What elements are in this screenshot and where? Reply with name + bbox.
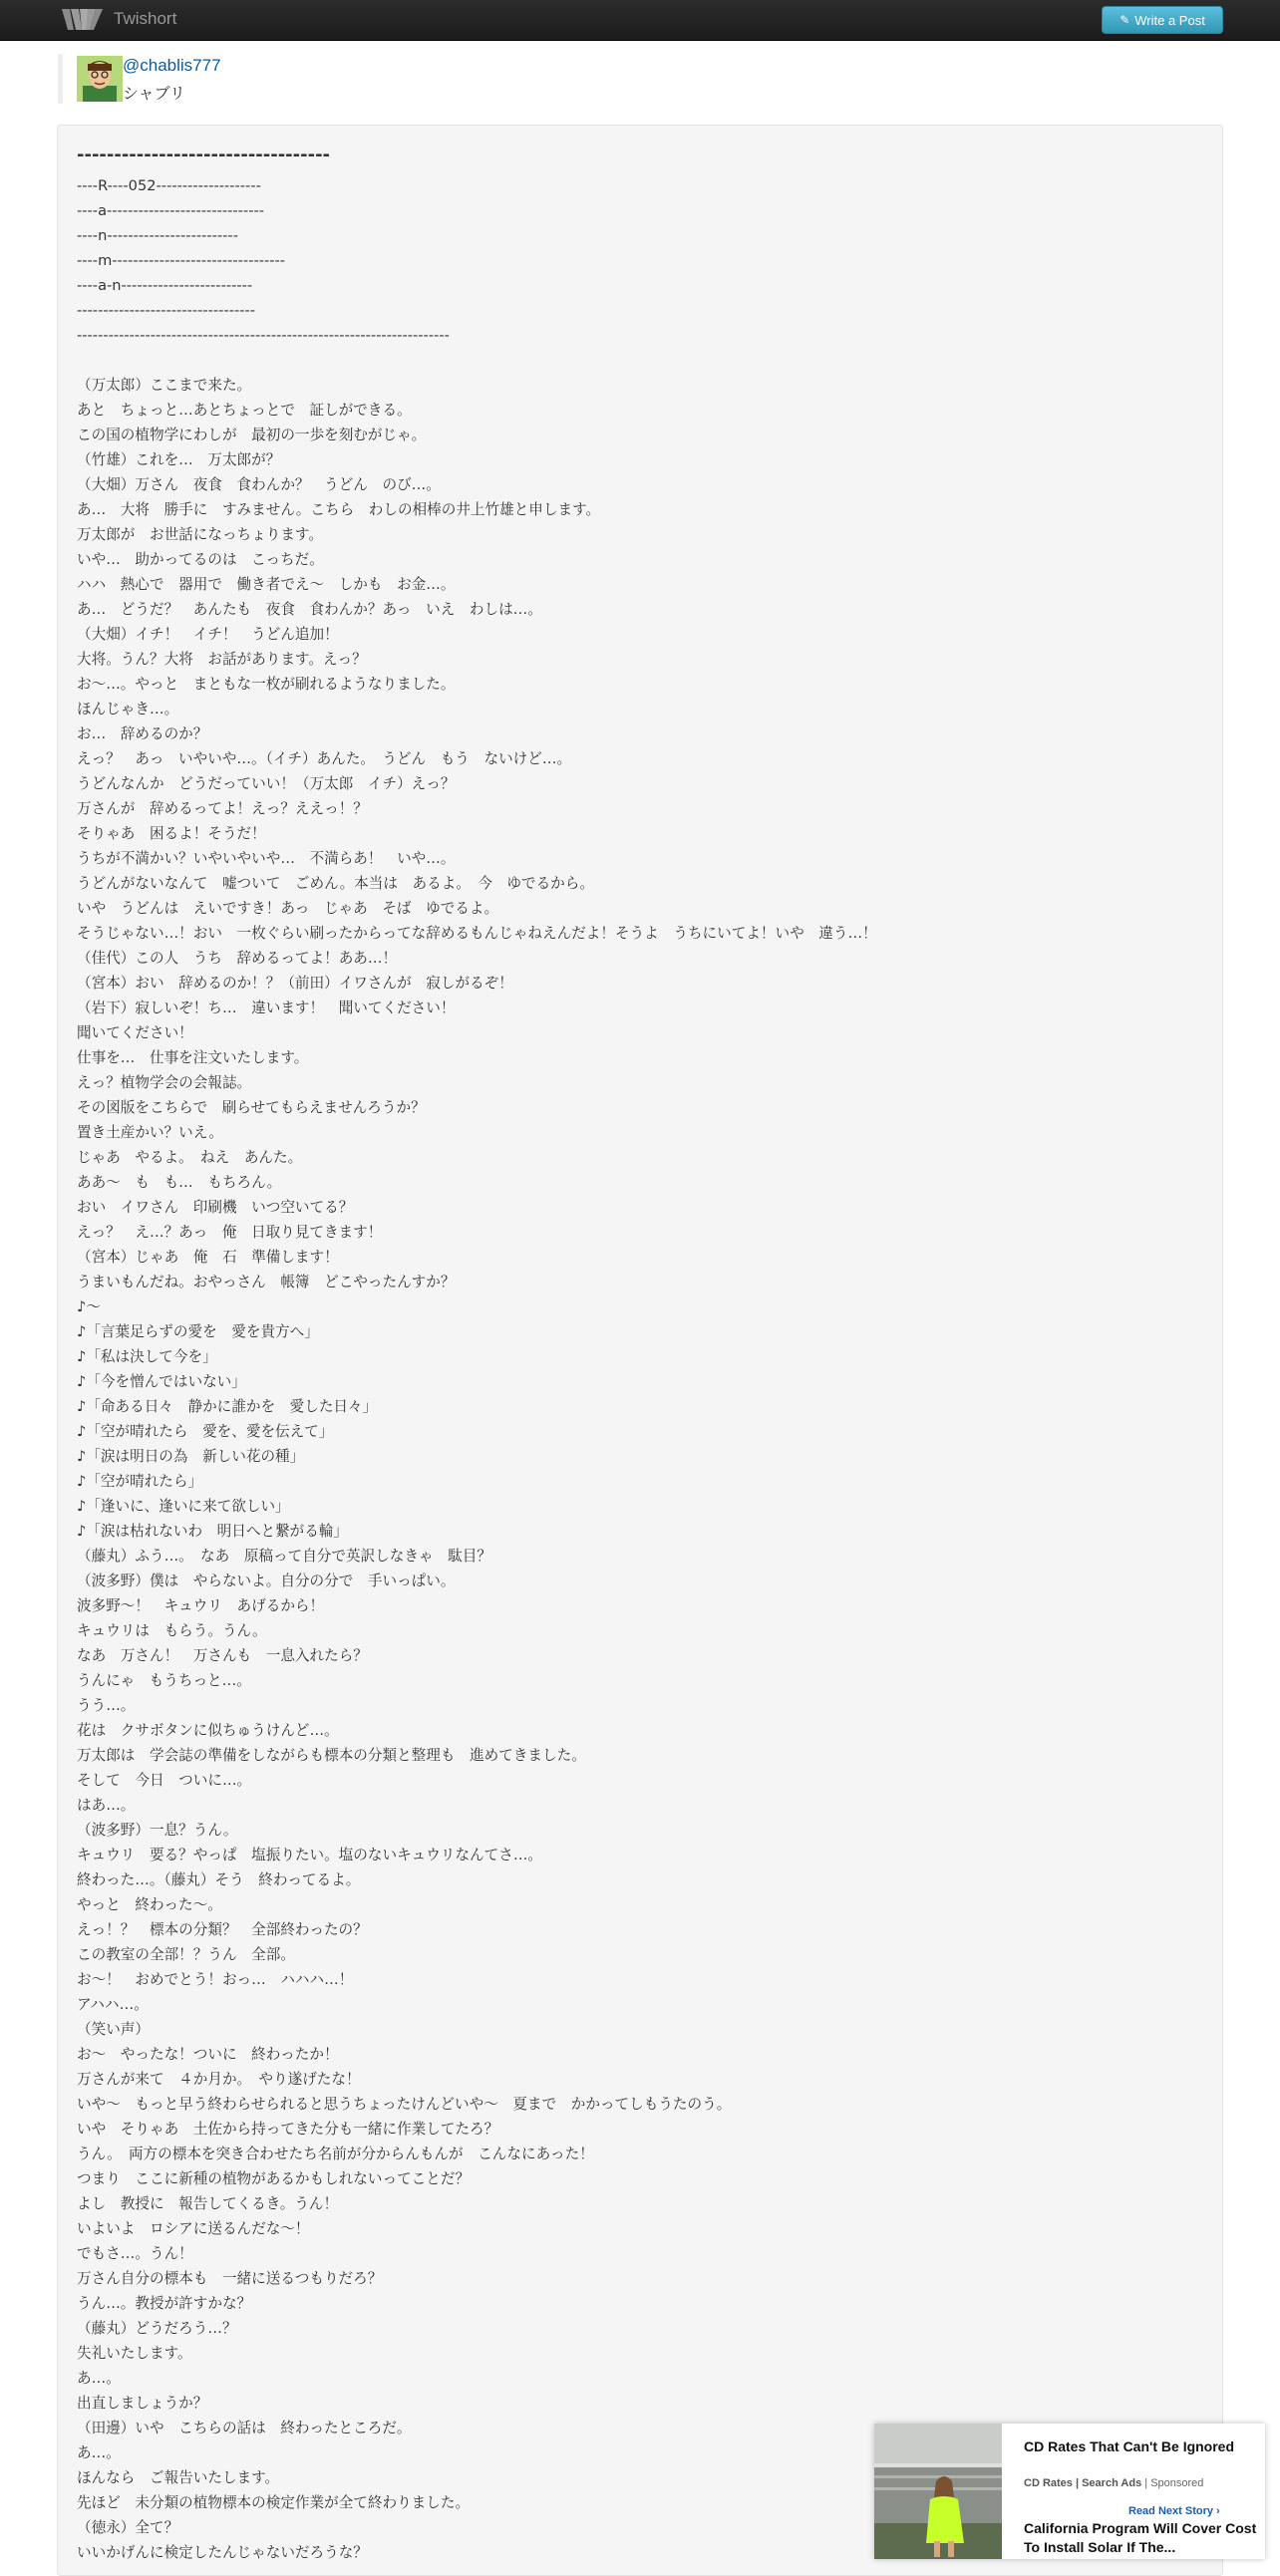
post-line: いや そりゃあ 土佐から持ってきた分も一緒に作業してたろ？ [77,2121,499,2138]
post-line: なあ 万さん！ 万さんも 一息入れたら？ [77,1647,368,1664]
ad-title[interactable]: CD Rates That Can't Be Ignored [1024,2438,1235,2454]
avatar[interactable] [77,56,123,102]
post-line: （笑い声） [77,2021,150,2038]
post-line: そりゃあ 困るよ！そうだ！ [77,825,266,842]
post-line: 万さんが 辞めるってよ！えっ？ええっ！？ [77,800,368,817]
post-line: えっ！？ 標本の分類？ 全部終わったの？ [77,1921,368,1938]
post-line: ♪～ [77,1298,101,1315]
post-line: よし 教授に 報告してくるき。うん！ [77,2195,339,2212]
post-line: はあ…。 [77,1797,136,1814]
post-line: ♪「空が晴れたら」 [77,1473,203,1490]
chevron-right-icon: › [1216,2505,1220,2517]
post-line: ♪「今を憎んではいない」 [77,1373,246,1390]
post-line: 先ほど 未分類の植物標本の検定作業が全て終わりました。 [77,2494,471,2511]
post-line: （大畑）イチ！ イチ！ うどん追加！ [77,626,339,643]
ad-image[interactable] [874,2424,1002,2559]
post-line: （藤丸）ふう…。 なあ 原稿って自分で英訳しなきゃ 駄目？ [77,1548,491,1565]
post-line: ----------------------------------------------------------------------- [77,327,450,344]
post-line: つまり ここに新種の植物があるかもしれないってことだ？ [77,2170,471,2187]
post-line: ♪「空が晴れたら 愛を、愛を伝えて」 [77,1423,334,1440]
author-username-link[interactable]: @chablis777 [123,56,221,75]
post-line: （田邊）いや こちらの話は 終わったところだ。 [77,2420,412,2436]
post-line: えっ？ え…？あっ 俺 日取り見てきます！ [77,1224,383,1241]
post-line: ほんなら ご報告いたします。 [77,2469,280,2486]
post-line: 置き土産かい？いえ。 [77,1124,223,1141]
post-line: アハハ…。 [77,1996,149,2013]
post-line: （佳代）この人 うち 辞めるってよ！ああ…！ [77,950,398,967]
post-line: 万太郎が お世話になっちょります。 [77,526,323,543]
post-line: うちが不満かい？いやいやいや… 不満らあ！ いや…。 [77,850,456,867]
post-line: 聞いてください！ [77,1024,193,1041]
post-line: あ… 大将 勝手に すみません。こちら わしの相棒の井上竹雄と申します。 [77,501,601,518]
post-line: 出直しましょうか？ [77,2395,208,2412]
post-line [77,348,1203,373]
post-line: その図版をこちらで 刷らせてもらえませんろうか？ [77,1099,426,1116]
post-line: お～ やったな！ついに 終わったか！ [77,2046,339,2063]
post-body [57,125,1223,2576]
post-line: うん。 両方の標本を突き合わせたち名前が分からんもんが こんなにあった！ [77,2146,594,2162]
post-line: ♪「涙は枯れないわ 明日へと繋がる輪」 [77,1523,349,1540]
post-line: （藤丸）どうだろう…？ [77,2320,237,2337]
post-line: えっ？植物学会の会報誌。 [77,1074,252,1091]
post-line: ♪「言葉足らずの愛を 愛を貴方へ」 [77,1323,319,1340]
post-line: ♪「逢いに、逢いに来て欲しい」 [77,1498,290,1515]
post-line: 万さん自分の標本も 一緒に送るつもりだろ？ [77,2270,383,2287]
post-line: あ…。 [77,2444,121,2461]
post-line: 仕事を… 仕事を注文いたします。 [77,1049,309,1066]
post-line: この教室の全部！？うん 全部。 [77,1946,295,1963]
post-line: いいかげんに検定したんじゃないだろうな？ [77,2544,368,2561]
post-line: お～…。やっと まともな一枚が刷れるようなりました。 [77,676,456,693]
post-line: 失礼いたします。 [77,2345,192,2362]
post-line: 終わった…。（藤丸）そう 終わってるよ。 [77,1871,361,1888]
ad-source: CD Rates | Search Ads | Sponsored [1024,2477,1204,2489]
post-line: ----R----052-------------------- [77,177,261,194]
post-line: （宮本）おい 辞めるのか！？（前田）イワさんが 寂しがるぞ！ [77,975,513,992]
post-line: いよいよ ロシアに送るんだな～！ [77,2220,310,2237]
author-display-name: シャブリ [123,84,186,103]
post-line: キュウリは もらう。うん。 [77,1622,267,1639]
author-block [58,54,656,104]
post-heading: ---------------------------------- [77,144,331,165]
post-line: ----n------------------------- [77,227,238,244]
post-line: あと ちょっと…あとちょっとで 証しができる。 [77,402,412,419]
post-line: やっと 終わった～。 [77,1896,222,1913]
read-next-link[interactable] [1128,2505,1220,2517]
post-line: あ…。 [77,2370,121,2387]
post-line: お～！ おめでとう！おっ… ハハハ…！ [77,1971,354,1988]
post-line: いや… 助かってるのは こっちだ。 [77,551,324,568]
post-line: （宮本）じゃあ 俺 石 準備します！ [77,1249,339,1266]
post-line: 大将。うん？大将 お話があります。えっ？ [77,651,367,668]
sponsored-ad-card[interactable] [874,2424,1265,2559]
write-post-label: Write a Post [1134,12,1205,28]
post-line: 波多野～！ キュウリ あげるから！ [77,1597,325,1614]
post-line: キュウリ 要る？やっぱ 塩振りたい。塩のないキュウリなんてさ…。 [77,1847,543,1863]
post-line: （波多野）僕は やらないよ。自分の分で 手いっぱい。 [77,1573,456,1589]
write-post-button[interactable] [1102,6,1223,34]
post-line: ハハ 熱心で 器用で 働き者でえ～ しかも お金…。 [77,576,456,593]
ad-source-name: CD Rates | Search Ads [1024,2477,1142,2489]
post-line: ♪「私は決して今を」 [77,1348,217,1365]
post-line: うどんなんか どうだっていい！（万太郎 イチ）えっ？ [77,775,456,792]
post-line: （岩下）寂しいぞ！ち… 違います！ 聞いてください！ [77,1000,456,1016]
post-line: ああ～ も も… もちろん。 [77,1174,282,1191]
post-line: （万太郎）ここまで来た。 [77,377,252,394]
read-next-label: Read Next Story [1128,2505,1213,2517]
post-line: ----a-n------------------------- [77,277,253,294]
post-line: 花は クサボタンに似ちゅうけんど…。 [77,1722,339,1739]
brand-name[interactable]: Twishort [114,9,177,28]
post-line: ----a------------------------------ [77,202,264,219]
post-line: ほんじゃき…。 [77,701,179,717]
post-line: お… 辞めるのか？ [77,725,208,742]
post-line: うどんがないなんて 嘘ついて ごめん。本当は あるよ。 今 ゆでるから。 [77,875,594,892]
twishort-logo-icon[interactable] [60,6,104,34]
post-line: えっ？ あっ いやいや…。（イチ）あんた。 うどん もう ないけど…。 [77,750,572,767]
post-line: うんにゃ もうちっと…。 [77,1672,251,1689]
ad-sponsored-label: Sponsored [1150,2477,1204,2489]
post-line: いや～ もっと早う終わらせられると思うちょったけんどいや～ 夏まで かかってしもうたのう。 [77,2096,732,2113]
post-line: ♪「命ある日々 静かに誰かを 愛した日々」 [77,1398,378,1415]
post-line: いや うどんは えいですき！あっ じゃあ そば ゆでるよ。 [77,900,499,917]
post-line: （波多野）一息？うん。 [77,1822,238,1839]
next-story-title[interactable]: California Program Will Cover Cost To Install Solar If The... [1024,2520,1257,2555]
post-line: うう…。 [77,1697,136,1714]
post-text [77,173,1203,2565]
post-line: でもさ…。うん！ [77,2245,193,2262]
post-line: 万太郎は 学会誌の準備をしながらも標本の分類と整理も 進めてきました。 [77,1747,586,1764]
navbar [0,0,1280,41]
post-line: ----m--------------------------------- [77,252,286,269]
post-line: おい イワさん 印刷機 いつ空いてる？ [77,1199,354,1216]
post-line: うまいもんだね。おやっさん 帳簿 どこやったんすか？ [77,1274,456,1290]
post-line: そうじゃない…！おい 一枚ぐらい刷ったからってな辞めるもんじゃねえんだよ！そうよ うちにいてよ！いや 違う…！ [77,925,877,942]
post-line: あ… どうだ？ あんたも 夜食 食わんか？あっ いえ わしは…。 [77,601,542,618]
post-line: そして 今日 ついに…。 [77,1772,252,1789]
post-line: 万さんが来て ４か月か。 やり遂げたな！ [77,2071,361,2088]
post-line: ♪「涙は明日の為 新しい花の種」 [77,1448,305,1465]
post-line: この国の植物学にわしが 最初の一歩を刻むがじゃ。 [77,427,427,443]
post-line: うん…。教授が許すかな？ [77,2295,252,2312]
post-line: （徳永）全て？ [77,2519,179,2536]
post-line: じゃあ やるよ。 ねえ あんた。 [77,1149,303,1166]
post-line: （竹雄）これを… 万太郎が？ [77,451,281,468]
post-line: （大畑）万さん 夜食 食わんか？ うどん のび…。 [77,476,441,493]
edit-icon: ✎ [1120,13,1130,27]
post-line: ---------------------------------- [77,302,256,319]
